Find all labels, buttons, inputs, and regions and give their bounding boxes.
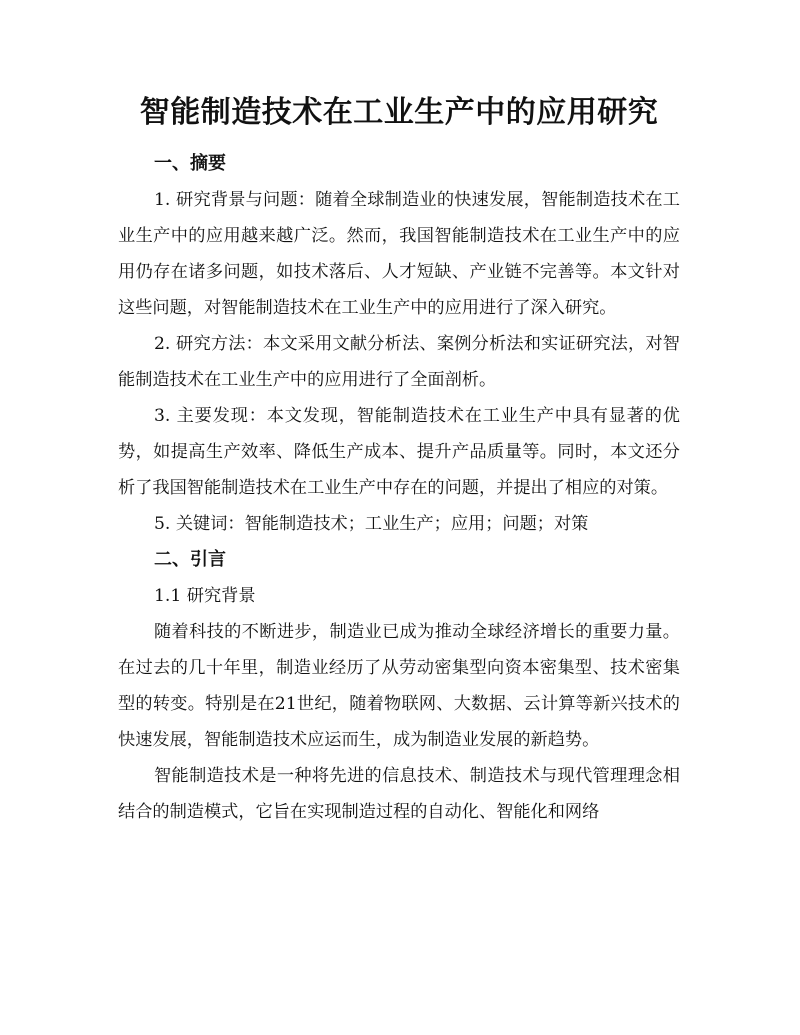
abstract-item-findings: 3. 主要发现：本文发现，智能制造技术在工业生产中具有显著的优势，如提高生产效率、降低生产成本、提升产品质量等。同时，本文还分析了我国智能制造技术在工业生产中存在的问题，并提出了相应的对策。 [118, 406, 680, 498]
abstract-item-keywords: 5. 关键词：智能制造技术；工业生产；应用；问题；对策 [154, 514, 589, 534]
subheading-research-background: 1.1 研究背景 [154, 586, 256, 606]
document-page [118, 86, 680, 830]
document-title: 智能制造技术在工业生产中的应用研究 [139, 95, 659, 130]
intro-paragraph: 随着科技的不断进步，制造业已成为推动全球经济增长的重要力量。在过去的几十年里，制造业经历了从劳动密集型向资本密集型、技术密集型的转变。特别是在21世纪，随着物联网、大数据、云计算等新兴技术的快速发展，智能制造技术应运而生，成为制造业发展的新趋势。 [118, 622, 680, 750]
abstract-item-method: 2. 研究方法：本文采用文献分析法、案例分析法和实证研究法，对智能制造技术在工业生产中的应用进行了全面剖析。 [118, 334, 680, 390]
section-heading-abstract: 一、摘要 [154, 153, 226, 174]
abstract-item-background: 1. 研究背景与问题：随着全球制造业的快速发展，智能制造技术在工业生产中的应用越来越广泛。然而，我国智能制造技术在工业生产中的应用仍存在诸多问题，如技术落后、人才短缺、产业链不完善等。本文针对这些问题，对智能制造技术在工业生产中的应用进行了深入研究。 [118, 190, 680, 318]
intro-paragraph: 智能制造技术是一种将先进的信息技术、制造技术与现代管理理念相结合的制造模式，它旨在实现制造过程的自动化、智能化和网络 [118, 766, 680, 822]
section-heading-introduction: 二、引言 [154, 549, 226, 570]
